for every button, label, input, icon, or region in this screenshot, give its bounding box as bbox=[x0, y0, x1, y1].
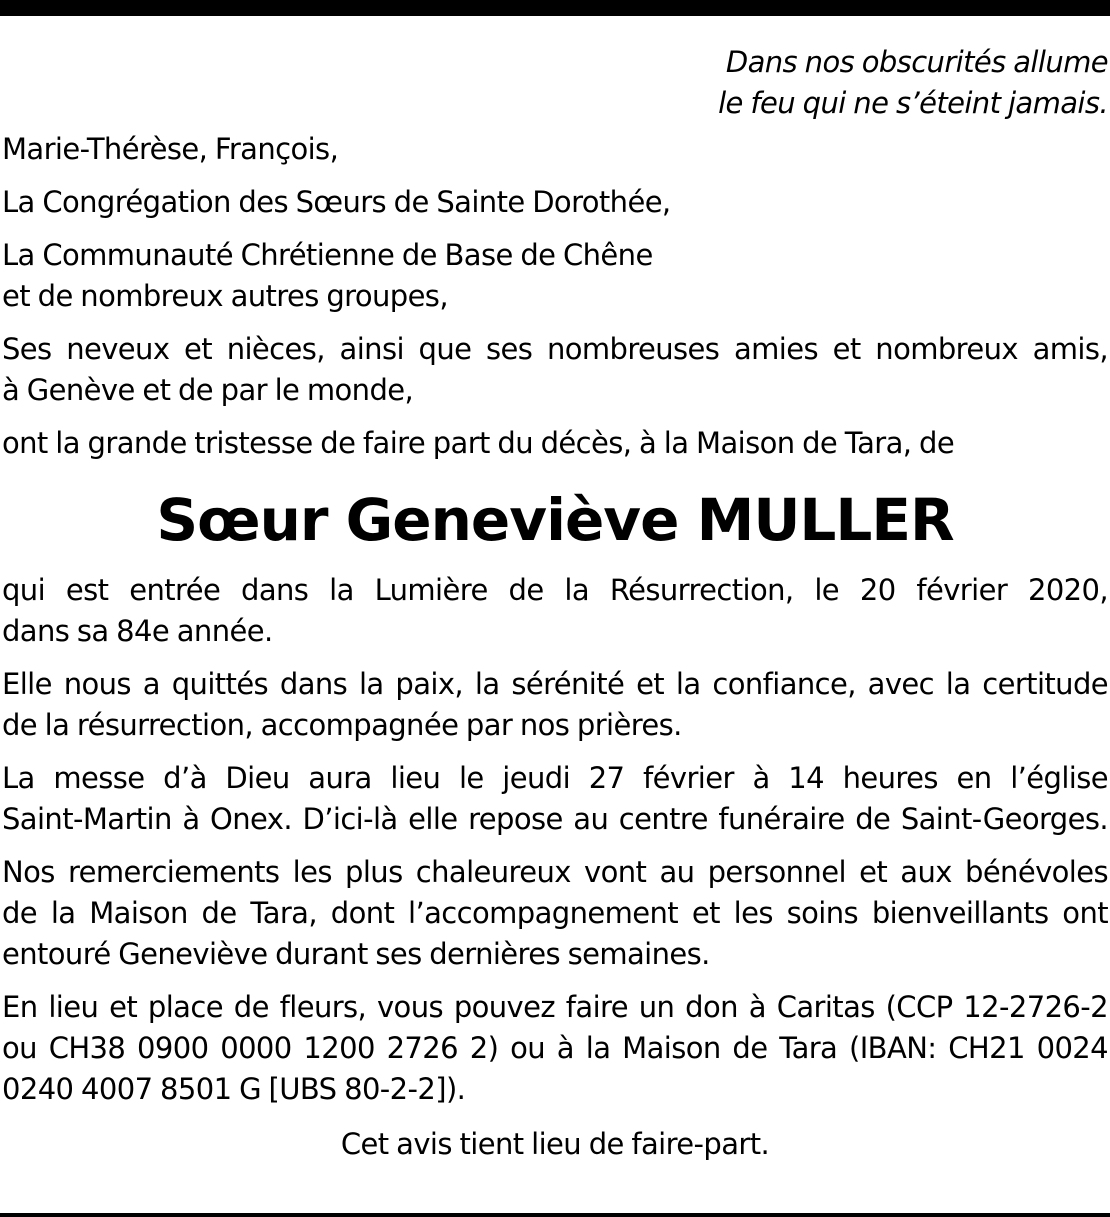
epigraph-line-1: Dans nos obscurités allume bbox=[725, 45, 1108, 79]
obituary-notice bbox=[2, 42, 1108, 1177]
death-paragraph bbox=[2, 570, 1108, 652]
closing-note: Cet avis tient lieu de faire-part. bbox=[340, 1127, 770, 1161]
donation-line-3: 0240 4007 8501 G [UBS 80-2-2]). bbox=[2, 1072, 466, 1106]
peace-line-1: Elle nous a quittés dans la paix, la sérénité et la confiance, avec la certitude bbox=[2, 667, 1108, 701]
community-line-1: La Communauté Chrétienne de Base de Chêne bbox=[2, 238, 653, 272]
peace-line-2: de la résurrection, accompagnée par nos prières. bbox=[2, 708, 682, 742]
death-line-1: qui est entrée dans la Lumière de la Résurrection, le 20 février 2020, bbox=[2, 573, 1108, 607]
family-line: Marie-Thérèse, François, bbox=[2, 132, 339, 166]
epigraph bbox=[2, 42, 1108, 124]
donation-line-2: ou CH38 0900 0000 1200 2726 2) ou à la Maison de Tara (IBAN: CH21 0024 bbox=[2, 1031, 1108, 1065]
congregation-line: La Congrégation des Sœurs de Sainte Dorothée, bbox=[2, 185, 671, 219]
mass-line-1: La messe d’à Dieu aura lieu le jeudi 27 février à 14 heures en l’église bbox=[2, 761, 1108, 795]
top-rule bbox=[0, 0, 1110, 16]
bottom-rule bbox=[0, 1213, 1110, 1217]
thanks-line-3: entouré Geneviève durant ses dernières semaines. bbox=[2, 937, 710, 971]
epigraph-line-2: le feu qui ne s’éteint jamais. bbox=[718, 86, 1108, 120]
congregation-mourners bbox=[2, 182, 1108, 223]
mass-paragraph bbox=[2, 758, 1108, 840]
community-line-2: et de nombreux autres groupes, bbox=[2, 279, 448, 313]
family-mourners bbox=[2, 129, 1108, 170]
mass-line-2: Saint-Martin à Onex. D’ici-là elle repose au centre funéraire de Saint-Georges. bbox=[2, 802, 1108, 836]
peace-paragraph bbox=[2, 664, 1108, 746]
community-mourners bbox=[2, 235, 1108, 317]
deceased-name: Sœur Geneviève MULLER bbox=[156, 486, 954, 554]
friends-line-1: Ses neveux et nièces, ainsi que ses nombreuses amies et nombreux amis, bbox=[2, 332, 1108, 366]
donation-line-1: En lieu et place de fleurs, vous pouvez faire un don à Caritas (CCP 12-2726-2 bbox=[2, 990, 1108, 1024]
announcement bbox=[2, 423, 1108, 464]
thanks-paragraph bbox=[2, 852, 1108, 975]
thanks-line-2: de la Maison de Tara, dont l’accompagnement et les soins bienveillants ont bbox=[2, 896, 1108, 930]
thanks-line-1: Nos remerciements les plus chaleureux vont au personnel et aux bénévoles bbox=[2, 855, 1108, 889]
donation-paragraph bbox=[2, 987, 1108, 1110]
death-line-2: dans sa 84e année. bbox=[2, 614, 273, 648]
announcement-line: ont la grande tristesse de faire part du décès, à la Maison de Tara, de bbox=[2, 426, 955, 460]
friends-line-2: à Genève et de par le monde, bbox=[2, 373, 414, 407]
friends-mourners bbox=[2, 329, 1108, 411]
